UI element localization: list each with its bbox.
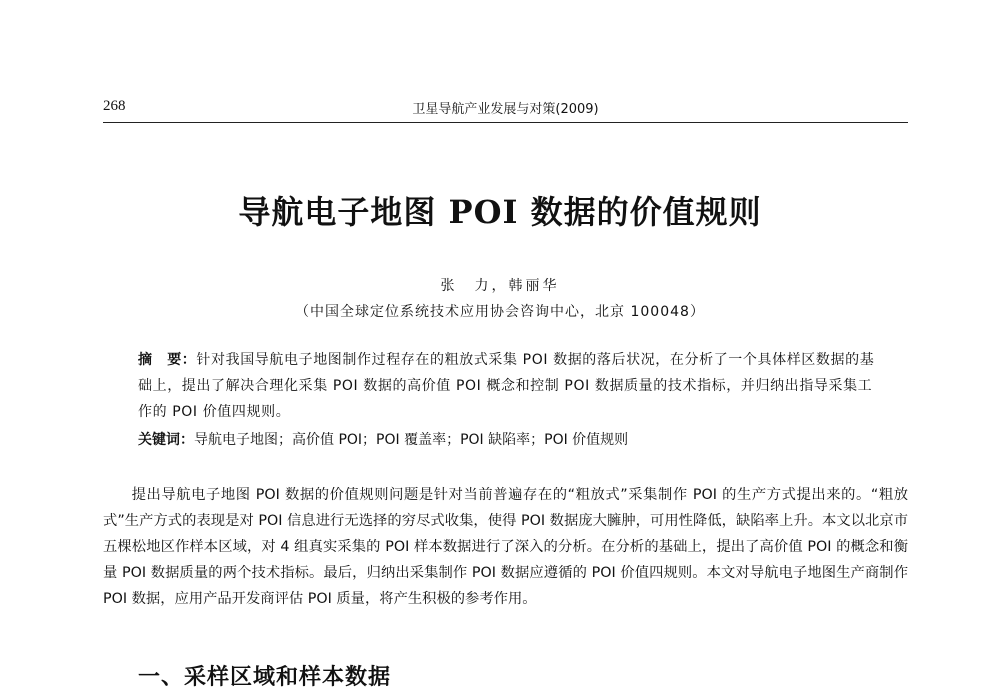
section-heading: 一、采样区域和样本数据	[138, 665, 392, 690]
running-header	[103, 96, 908, 123]
abstract-text: 针对我国导航电子地图制作过程存在的粗放式采集 POI 数据的落后状况，在分析了一个具体样区数据的基础上，提出了解决合理化采集 POI 数据的高价值 POI 概念和控制 POI 数据质量的技术指标，并归纳出指导采集工作的 POI 价值四规则。	[138, 352, 875, 420]
journal-title: 卫星导航产业发展与对策(2009)	[412, 102, 599, 117]
page-number: 268	[103, 98, 126, 114]
keywords	[138, 427, 878, 453]
keywords-text: 导航电子地图；高价值 POI；POI 覆盖率；POI 缺陷率；POI 价值规则	[194, 432, 629, 448]
paper-title: 导航电子地图 POI 数据的价值规则	[238, 193, 762, 231]
abstract	[138, 347, 878, 425]
abstract-label: 摘 要：	[138, 352, 197, 368]
intro-paragraph: 提出导航电子地图 POI 数据的价值规则问题是针对当前普遍存在的“粗放式”采集制作 POI 的生产方式提出来的。“粗放式”生产方式的表现是对 POI 信息进行无选择的穷尽式收集，使得 POI 数据庞大臃肿，可用性降低，缺陷率上升。本文以北京市五棵松地区作样本区域，对 4 组真实采集的 POI 样本数据进行了深入的分析。在分析的基础上，提出了高价值 POI 的概念和衡量 POI 数据质量的两个技术指标。最后，归纳出采集制作 POI 数据应遵循的 POI 价值四规则。本文对导航电子地图生产商制作 POI 数据，应用产品开发商评估 POI 质量，将产生积极的参考作用。	[103, 487, 908, 607]
authors: 张 力，韩丽华	[440, 278, 560, 294]
keywords-label: 关键词：	[138, 432, 194, 448]
affiliation: （中国全球定位系统技术应用协会咨询中心，北京 100048）	[295, 304, 705, 320]
